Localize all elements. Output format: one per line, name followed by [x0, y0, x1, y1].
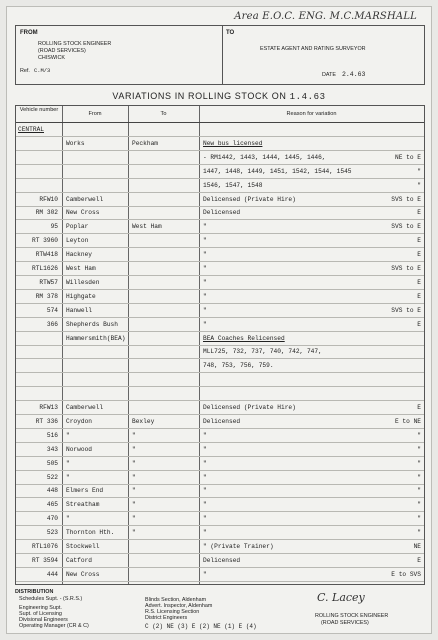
- code-cell: ": [417, 445, 421, 453]
- row-rule: [16, 470, 424, 471]
- row-rule: [16, 497, 424, 498]
- document-sheet: [6, 6, 432, 634]
- col-header-from: From: [88, 111, 102, 117]
- from-cell: New Cross: [66, 570, 100, 578]
- vehicle-cell: 343: [46, 445, 58, 453]
- reason-cell: ": [203, 459, 207, 467]
- code-cell: ": [417, 529, 421, 537]
- to-value: ESTATE AGENT AND RATING SURVEYOR: [260, 46, 366, 52]
- vehicle-cell: 516: [46, 431, 58, 439]
- code-cell: E: [417, 556, 421, 564]
- to-cell: ": [132, 487, 136, 495]
- from-line-1: ROLLING STOCK ENGINEER: [38, 41, 112, 47]
- code-cell: SVS to E: [391, 265, 421, 272]
- vehicle-cell: 465: [46, 501, 58, 509]
- dist-line-2: Engineering Supt.: [19, 605, 62, 611]
- from-cell: Hackney: [66, 251, 92, 259]
- dist-line-1: Schedules Supt. - (S.R.S.): [19, 596, 83, 602]
- reason-cell: - RM1442, 1443, 1444, 1445, 1446,: [203, 153, 326, 161]
- vehicle-cell: 522: [46, 473, 58, 481]
- vehicle-cell: 444: [46, 570, 58, 578]
- ref-label: Ref.: [20, 68, 30, 74]
- dist-line-3: Supt. of Licensing: [19, 611, 62, 617]
- code-cell: E: [417, 278, 421, 286]
- tally: C (2) NE (3) E (2) NE (1) E (4): [145, 623, 257, 630]
- row-rule: [16, 164, 424, 165]
- from-cell: Camberwell: [66, 195, 104, 203]
- to-cell: ": [132, 529, 136, 537]
- row-rule: [16, 150, 424, 151]
- vehicle-cell: 470: [46, 515, 58, 523]
- reason-cell: ": [203, 320, 207, 328]
- reason-cell: 1447, 1448, 1449, 1451, 1542, 1544, 1545: [203, 167, 352, 175]
- reason-cell: MLL725, 732, 737, 740, 742, 747,: [203, 348, 322, 356]
- from-cell: Elmers End: [66, 487, 104, 495]
- code-cell: E: [417, 209, 421, 217]
- from-cell: Works: [66, 139, 85, 147]
- from-cell: Willesden: [66, 278, 100, 286]
- from-cell: ": [66, 515, 70, 523]
- reason-cell: ": [203, 237, 207, 245]
- to-cell: ": [132, 459, 136, 467]
- from-cell: Norwood: [66, 445, 92, 453]
- row-rule: [16, 511, 424, 512]
- vehicle-cell: RT 3594: [32, 556, 58, 564]
- row-rule: [16, 317, 424, 318]
- row-rule: [16, 400, 424, 401]
- cc-line-2: Advert. Inspector, Aldenham: [145, 603, 213, 609]
- code-cell: NE: [413, 543, 421, 550]
- code-cell: E: [417, 320, 421, 328]
- from-cell: Croydon: [66, 417, 92, 425]
- reason-cell: 748, 753, 756, 759.: [203, 362, 274, 370]
- vehicle-cell: RTL1626: [32, 265, 58, 272]
- from-cell: Camberwell: [66, 404, 104, 411]
- code-cell: ": [417, 431, 421, 439]
- from-cell: New Cross: [66, 209, 100, 217]
- sign-line-1: ROLLING STOCK ENGINEER: [315, 613, 389, 619]
- reason-cell: ": [203, 515, 207, 523]
- code-cell: E: [417, 237, 421, 245]
- cc-line-1: Blinds Section, Aldenham: [145, 597, 207, 603]
- from-cell: West Ham: [66, 265, 96, 272]
- reason-cell: ": [203, 278, 207, 286]
- from-cell: Catford: [66, 556, 92, 564]
- from-cell: Poplar: [66, 223, 89, 231]
- row-rule: [16, 414, 424, 415]
- to-cell: Peckham: [132, 139, 158, 147]
- row-rule: [16, 219, 424, 220]
- to-cell: Bexley: [132, 417, 155, 425]
- row-rule: [16, 136, 424, 137]
- from-cell: Thornton Hth.: [66, 529, 115, 537]
- reason-cell: Delicensed: [203, 556, 241, 564]
- code-cell: ": [417, 501, 421, 509]
- title-date: 1.4.63: [289, 92, 326, 102]
- code-cell: E: [417, 404, 421, 411]
- vehicle-cell: RFW13: [39, 404, 58, 411]
- row-rule: [16, 539, 424, 540]
- col-header-vehicle: Vehicle number: [19, 107, 59, 113]
- code-cell: SVS to E: [391, 306, 421, 314]
- to-cell: ": [132, 431, 136, 439]
- row-rule: [16, 206, 424, 207]
- from-cell: ": [66, 473, 70, 481]
- from-line-3: CHISWICK: [38, 55, 65, 61]
- reason-cell: ": [203, 251, 207, 259]
- vehicle-cell: 523: [46, 529, 58, 537]
- page-title: [7, 91, 431, 102]
- cc-line-3: R.S. Licensing Section: [145, 609, 200, 615]
- to-label: TO: [226, 30, 235, 36]
- code-cell: E to NE: [395, 417, 421, 425]
- code-cell: ": [417, 459, 421, 467]
- to-box: [222, 26, 424, 84]
- code-cell: E: [417, 251, 421, 259]
- vehicle-cell: 505: [46, 459, 58, 467]
- row-rule: [16, 567, 424, 568]
- row-rule: [16, 345, 424, 346]
- from-cell: Streatham: [66, 501, 100, 509]
- date-label: DATE: [322, 72, 336, 78]
- row-rule: [16, 553, 424, 554]
- reason-cell: ": [203, 501, 207, 509]
- vehicle-cell: 448: [46, 487, 58, 495]
- reason-cell: BEA Coaches Relicensed: [203, 334, 285, 342]
- from-cell: Stockwell: [66, 543, 100, 550]
- row-rule: [16, 275, 424, 276]
- reason-cell: Delicensed (Private Hire): [203, 195, 296, 203]
- dist-line-4: Divisional Engineers: [19, 617, 68, 623]
- header-rule: [16, 122, 424, 123]
- from-cell: Hanwell: [66, 306, 92, 314]
- dist-line-5: Operating Manager (CR & C): [19, 623, 89, 629]
- vehicle-cell: RTL1076: [32, 543, 58, 550]
- vehicle-cell: RM 302: [35, 209, 58, 217]
- from-box: [16, 26, 223, 84]
- vehicle-cell: 95: [50, 223, 58, 231]
- reason-cell: ": [203, 292, 207, 300]
- vehicle-cell: 574: [46, 306, 58, 314]
- code-cell: ": [417, 181, 421, 189]
- reason-cell: ": [203, 306, 207, 314]
- from-line-2: (ROAD SERVICES): [38, 48, 86, 54]
- reason-cell: ": [203, 529, 207, 537]
- vehicle-cell: 366: [46, 320, 58, 328]
- code-cell: E to SVS: [391, 570, 421, 578]
- reason-cell: ": [203, 265, 207, 272]
- reason-cell: Delicensed: [203, 417, 241, 425]
- row-rule: [16, 178, 424, 179]
- signature: C. Lacey: [317, 591, 365, 604]
- reason-cell: ": [203, 487, 207, 495]
- vehicle-cell: RFW10: [39, 195, 58, 203]
- row-rule: [16, 261, 424, 262]
- vehicle-cell: CENTRAL: [18, 126, 44, 133]
- row-rule: [16, 331, 424, 332]
- vehicle-cell: RTW57: [39, 278, 58, 286]
- reason-cell: ": [203, 473, 207, 481]
- vehicle-cell: RM 378: [35, 292, 58, 300]
- from-cell: Hammersmith(BEA): [66, 334, 126, 342]
- row-rule: [16, 386, 424, 387]
- col-header-reason: Reason for variation: [286, 111, 337, 117]
- to-cell: ": [132, 501, 136, 509]
- memo-footer: [15, 589, 425, 633]
- row-rule: [16, 192, 424, 193]
- to-cell: ": [132, 515, 136, 523]
- row-rule: [16, 581, 424, 582]
- from-cell: Highgate: [66, 292, 96, 300]
- variations-table: [15, 105, 425, 585]
- reason-cell: ": [203, 431, 207, 439]
- reason-cell: 1546, 1547, 1548: [203, 181, 263, 189]
- row-rule: [16, 525, 424, 526]
- row-rule: [16, 372, 424, 373]
- sign-line-2: (ROAD SERVICES): [321, 620, 369, 626]
- from-cell: Shepherds Bush: [66, 320, 118, 328]
- col-header-to: To: [160, 111, 167, 117]
- memo-header: [15, 25, 425, 85]
- from-cell: ": [66, 459, 70, 467]
- handwritten-note: Area E.O.C. ENG. M.C.MARSHALL: [234, 11, 417, 22]
- reason-cell: New bus licensed: [203, 139, 263, 147]
- row-rule: [16, 484, 424, 485]
- to-cell: ": [132, 445, 136, 453]
- vehicle-cell: RT 3960: [32, 237, 58, 245]
- from-cell: Leyton: [66, 237, 89, 245]
- title-text: VARIATIONS IN ROLLING STOCK ON: [112, 91, 287, 101]
- distribution-label: DISTRIBUTION: [15, 589, 54, 595]
- code-cell: SVS to E: [391, 195, 421, 203]
- date-value: 2.4.63: [342, 71, 366, 78]
- row-rule: [16, 456, 424, 457]
- code-cell: ": [417, 487, 421, 495]
- row-rule: [16, 442, 424, 443]
- row-rule: [16, 358, 424, 359]
- reason-cell: ": [203, 223, 207, 231]
- row-rule: [16, 303, 424, 304]
- cc-line-4: District Engineers: [145, 615, 188, 621]
- code-cell: ": [417, 167, 421, 175]
- code-cell: E: [417, 292, 421, 300]
- reason-cell: ": [203, 570, 207, 578]
- reason-cell: " (Private Trainer): [203, 543, 274, 550]
- reason-cell: Delicensed: [203, 209, 241, 217]
- from-label: FROM: [20, 30, 38, 36]
- vehicle-cell: RT 336: [35, 417, 58, 425]
- code-cell: NE to E: [395, 153, 421, 161]
- to-cell: West Ham: [132, 223, 162, 231]
- reason-cell: Delicensed (Private Hire): [203, 404, 296, 411]
- code-cell: SVS to E: [391, 223, 421, 231]
- to-cell: ": [132, 473, 136, 481]
- from-cell: ": [66, 431, 70, 439]
- row-rule: [16, 233, 424, 234]
- row-rule: [16, 247, 424, 248]
- row-rule: [16, 289, 424, 290]
- code-cell: ": [417, 473, 421, 481]
- reason-cell: ": [203, 445, 207, 453]
- vehicle-cell: RTW418: [35, 251, 58, 259]
- ref-value: C.M/3: [34, 68, 51, 74]
- code-cell: ": [417, 515, 421, 523]
- row-rule: [16, 428, 424, 429]
